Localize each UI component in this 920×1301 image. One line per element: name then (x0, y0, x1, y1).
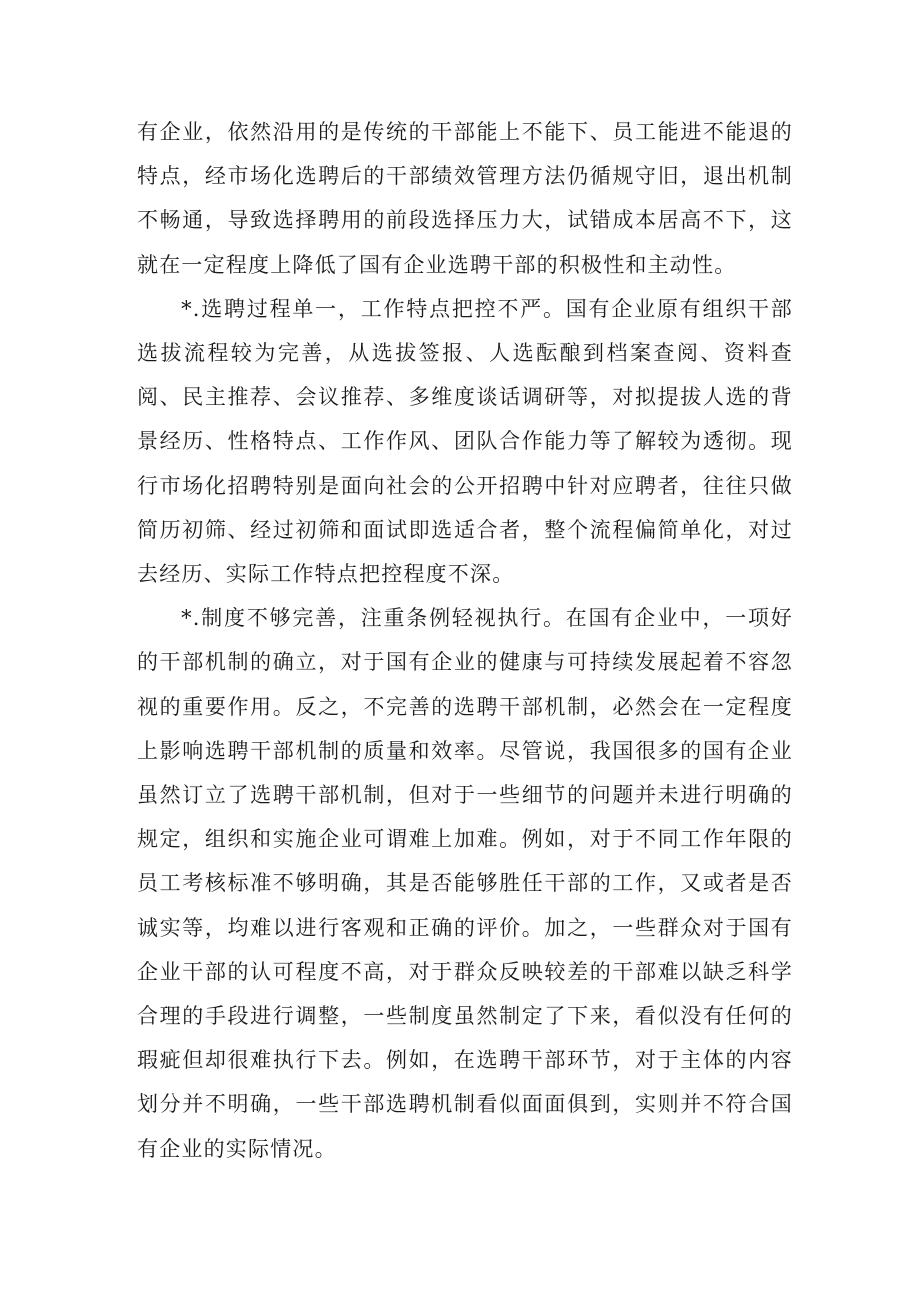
paragraph-system-imperfect: *.制度不够完善，注重条例轻视执行。在国有企业中，一项好的干部机制的确立，对于国有企业的健康与可持续发展起着不容忽视的重要作用。反之，不完善的选聘干部机制，必然会在一定程度上影响选聘干部机制的质量和效率。尽管说，我国很多的国有企业虽然订立了选聘干部机制，但对于一些细节的问题并未进行明确的规定，组织和实施企业可谓难上加难。例如，对于不同工作年限的员工考核标准不够明确，其是否能够胜任干部的工作，又或者是否诚实等，均难以进行客观和正确的评价。加之，一些群众对于国有企业干部的认可程度不高，对于群众反映较差的干部难以缺乏科学合理的手段进行调整，一些制度虽然制定了下来，看似没有任何的瑕疵但却很难执行下去。例如，在选聘干部环节，对于主体的内容划分并不明确，一些干部选聘机制看似面面俱到，实则并不符合国有企业的实际情况。 (137, 606, 793, 1161)
paragraph-selection-process: *.选聘过程单一，工作特点把控不严。国有企业原有组织干部选拔流程较为完善，从选拔签报、人选酝酿到档案查阅、资料查阅、民主推荐、会议推荐、多维度谈话调研等，对拟提拔人选的背景经历、性格特点、工作作风、团队合作能力等了解较为透彻。现行市场化招聘特别是面向社会的公开招聘中针对应聘者，往往只做简历初筛、经过初筛和面试即选适合者，整个流程偏简单化，对过去经历、实际工作特点把控程度不深。 (137, 296, 793, 587)
document-body (137, 110, 793, 1171)
paragraph-continuation: 有企业，依然沿用的是传统的干部能上不能下、员工能进不能退的特点，经市场化选聘后的干部绩效管理方法仍循规守旧，退出机制不畅通，导致选择聘用的前段选择压力大，试错成本居高不下，这就在一定程度上降低了国有企业选聘干部的积极性和主动性。 (137, 120, 793, 277)
